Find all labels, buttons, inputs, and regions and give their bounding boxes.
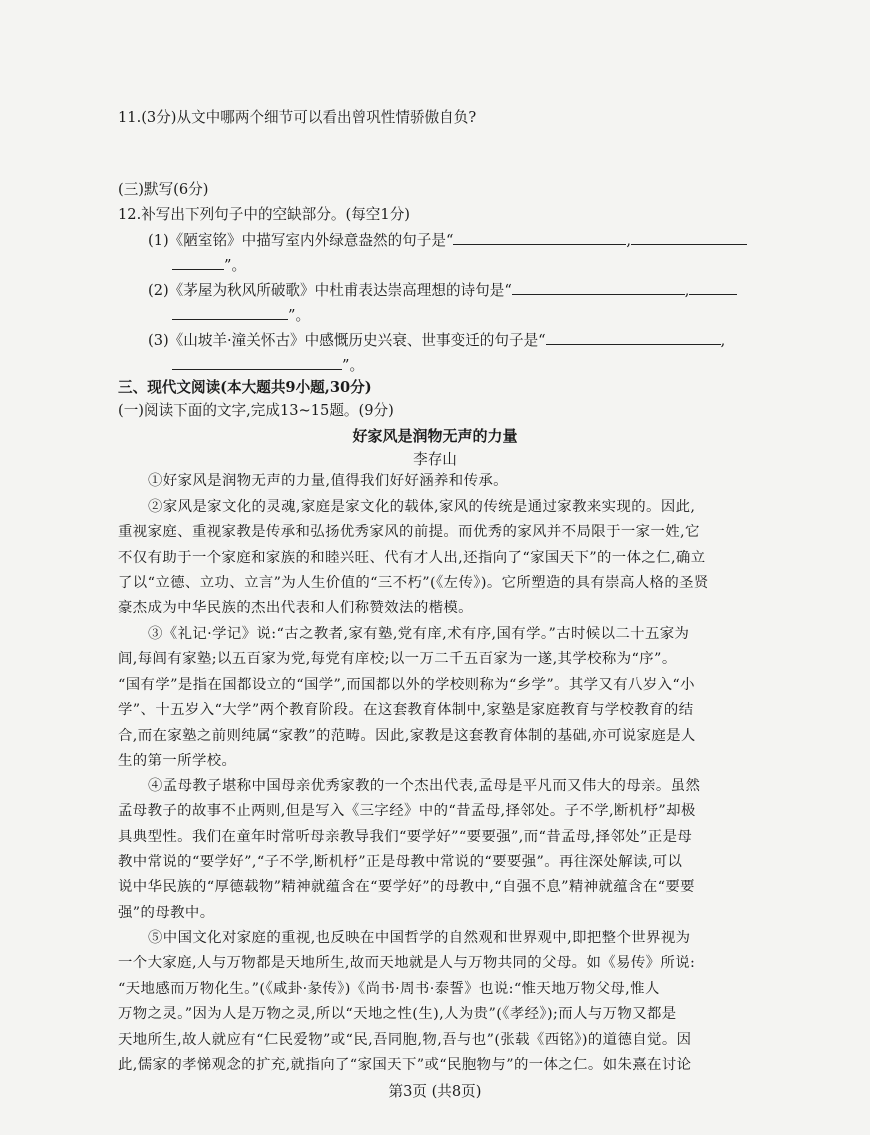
page-number-footer: 第3页 (共8页)	[388, 1083, 482, 1100]
q12-2-text: (2)《茅屋为秋风所破歌》中杜甫表达崇高理想的诗句是“	[148, 282, 512, 299]
paragraph-line: ⑤中国文化对家庭的重视,也反映在中国哲学的自然观和世界观中,即把整个世界视为	[148, 930, 691, 946]
q12-2-end: ”。	[288, 307, 311, 324]
paragraph-line: 教中常说的“要学好”,“子不学,断机杼”正是母教中常说的“要要强”。再往深处解读,可以	[118, 854, 683, 870]
paragraph-line: 此,儒家的孝悌观念的扩充,就指向了“家国天下”或“民胞物与”的一体之仁。如朱熹在讨论	[118, 1057, 692, 1073]
question-12-3-cont	[172, 354, 364, 377]
paragraph-line: 合,而在家塾之前则纯属“家教”的范畴。因此,家教是这套教育体制的基础,亦可说家庭是人	[118, 728, 696, 744]
part-3-sub-heading: (一)阅读下面的文字,完成13~15题。(9分)	[118, 402, 394, 419]
answer-blank[interactable]	[689, 279, 737, 295]
answer-blank[interactable]	[631, 229, 747, 245]
question-11: 11.(3分)从文中哪两个细节可以看出曾巩性情骄傲自负?	[118, 109, 477, 126]
paragraph-line: ③《礼记·学记》说:“古之教者,家有塾,党有庠,术有序,国有学。”古时候以二十五家为	[148, 626, 690, 642]
paragraph-line: ①好家风是润物无声的力量,值得我们好好涵养和传承。	[148, 473, 508, 489]
paragraph-line: 豪杰成为中华民族的杰出代表和人们称赞效法的楷模。	[118, 600, 473, 616]
answer-blank[interactable]	[172, 254, 224, 270]
paragraph-line: 天地所生,故人就应有“仁民爱物”或“民,吾同胞,物,吾与也”(张载《西铭》)的道德自觉。因	[118, 1032, 692, 1048]
question-12-1	[148, 229, 747, 252]
part-3-heading: 三、现代文阅读(本大题共9小题,30分)	[118, 379, 372, 396]
paragraph-line: 学”、十五岁入“大学”两个教育阶段。在这套教育体制中,家塾是家庭教育与学校教育的结	[118, 702, 694, 718]
paragraph-line: 不仅有助于一个家庭和家族的和睦兴旺、代有才人出,还指向了“家国天下”的一体之仁,确立	[118, 550, 706, 566]
answer-blank[interactable]	[512, 279, 685, 295]
paragraph-line: “天地感而万物化生。”(《咸卦·彖传》)《尚书·周书·泰誓》也说:“惟天地万物父母,惟人	[118, 981, 660, 997]
paragraph-line: 了以“立德、立功、立言”为人生价值的“三不朽”(《左传》)。它所塑造的具有崇高人格的圣贤	[118, 575, 709, 591]
q12-1-text: (1)《陋室铭》中描写室内外绿意盎然的句子是“	[148, 232, 454, 249]
article-title: 好家风是润物无声的力量	[352, 427, 518, 445]
q12-3-end: ”。	[342, 357, 365, 374]
paragraph-line: 重视家庭、重视家教是传承和弘扬优秀家风的前提。而优秀的家风并不局限于一家一姓,它	[118, 524, 700, 540]
answer-blank[interactable]	[453, 229, 626, 245]
paragraph-line: 一个大家庭,人与万物都是天地所生,故而天地就是人与万物共同的父母。如《易传》所说:	[118, 955, 696, 971]
q12-3-sep: ,	[720, 332, 726, 349]
question-12-2	[148, 279, 737, 302]
answer-blank[interactable]	[546, 329, 721, 345]
question-12-1-cont	[172, 254, 246, 277]
paragraph-line: “国有学”是指在国都设立的“国学”,而国都以外的学校则称为“乡学”。其学又有八岁入“小	[118, 677, 695, 693]
question-12-2-cont	[172, 304, 310, 327]
paragraph-line: ②家风是家文化的灵魂,家庭是家文化的载体,家风的传统是通过家教来实现的。因此,	[148, 499, 696, 515]
paragraph-line: 万物之灵。”因为人是万物之灵,所以“天地之性(生),人为贵”(《孝经》);而人与万物又都是	[118, 1006, 677, 1022]
paragraph-line: 生的第一所学校。	[118, 753, 237, 769]
section-dictation-heading: (三)默写(6分)	[118, 181, 209, 198]
q12-3-text: (3)《山坡羊·潼关怀古》中感慨历史兴衰、世事变迁的句子是“	[148, 332, 546, 349]
q12-1-sep: ,	[626, 232, 632, 249]
paragraph-line: 强”的母教中。	[118, 905, 215, 921]
question-12: 12.补写出下列句子中的空缺部分。(每空1分)	[118, 206, 410, 223]
paragraph-line: ④孟母教子堪称中国母亲优秀家教的一个杰出代表,孟母是平凡而又伟大的母亲。虽然	[148, 778, 701, 794]
question-12-3	[148, 329, 725, 352]
paragraph-line: 具典型性。我们在童年时常听母亲教导我们“要学好”“要要强”,而“昔孟母,择邻处”正是母	[118, 829, 693, 845]
paragraph-line: 闾,每闾有家塾;以五百家为党,每党有庠校;以一万二千五百家为一遂,其学校称为“序”。	[118, 651, 677, 667]
article-author: 李存山	[413, 451, 457, 468]
answer-blank[interactable]	[172, 304, 288, 320]
paragraph-line: 说中华民族的“厚德载物”精神就蕴含在“要学好”的母教中,“自强不息”精神就蕴含在“要要	[118, 879, 695, 895]
paragraph-line: 孟母教子的故事不止两则,但是写入《三字经》中的“昔孟母,择邻处。子不学,断机杼”却极	[118, 803, 696, 819]
q12-2-sep: ,	[684, 282, 690, 299]
q12-1-end: ”。	[224, 257, 247, 274]
answer-blank[interactable]	[172, 354, 342, 370]
